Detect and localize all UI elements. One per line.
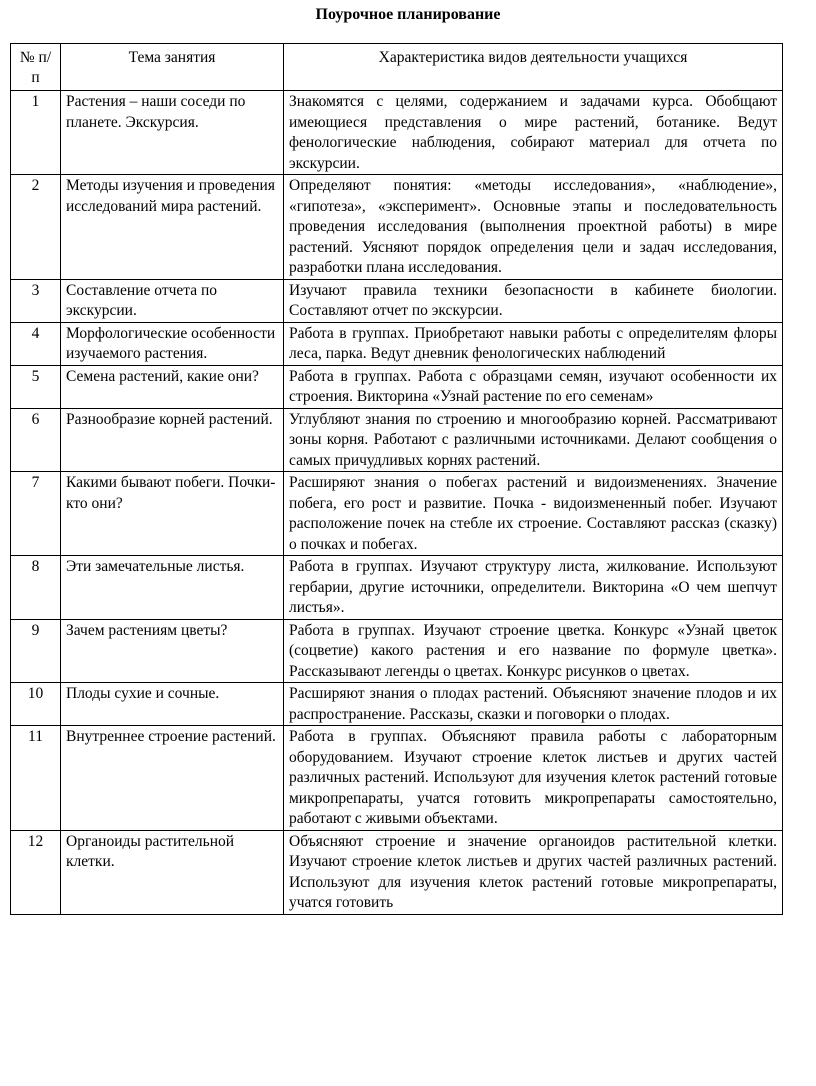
row-description: Расширяют знания о плодах растений. Объясняют значение плодов и их распространение. Рассказы, сказки и поговорки о плодах.: [284, 683, 783, 726]
row-description: Работа в группах. Приобретают навыки работы с определителям флоры леса, парка. Ведут дневник фенологических наблюдений: [284, 322, 783, 365]
table-row: [11, 472, 783, 556]
row-topic: Составление отчета по экскурсии.: [61, 279, 284, 322]
table-row: [11, 408, 783, 472]
row-number: 2: [11, 175, 61, 280]
row-number: 11: [11, 726, 61, 831]
row-description: Работа в группах. Работа с образцами семян, изучают особенности их строения. Викторина «Узнай растение по его семенам»: [284, 365, 783, 408]
row-topic: Эти замечательные листья.: [61, 556, 284, 620]
header-description: Характеристика видов деятельности учащихся: [284, 44, 783, 91]
row-description: Углубляют знания по строению и многообразию корней. Рассматривают зоны корня. Работают с различными источниками. Делают сообщения о самых причудливых корнях растений.: [284, 408, 783, 472]
row-number: 8: [11, 556, 61, 620]
row-number: 7: [11, 472, 61, 556]
lesson-plan-table: [10, 43, 783, 915]
row-topic: Какими бывают побеги. Почки-кто они?: [61, 472, 284, 556]
row-topic: Морфологические особенности изучаемого растения.: [61, 322, 284, 365]
row-description: Работа в группах. Изучают структуру листа, жилкование. Используют гербарии, другие источники, определители. Викторина «О чем шепчут листья».: [284, 556, 783, 620]
header-topic: Тема занятия: [61, 44, 284, 91]
row-description: Работа в группах. Объясняют правила работы с лабораторным оборудованием. Изучают строение клеток листьев и других частей различных растений. Используют для изучения клеток растений готовые микропрепараты, учатся готовить микропрепараты самостоятельно, работают с живыми объектами.: [284, 726, 783, 831]
row-topic: Плоды сухие и сочные.: [61, 683, 284, 726]
row-topic: Разнообразие корней растений.: [61, 408, 284, 472]
row-topic: Внутреннее строение растений.: [61, 726, 284, 831]
row-description: Изучают правила техники безопасности в кабинете биологии. Составляют отчет по экскурсии.: [284, 279, 783, 322]
table-row: [11, 365, 783, 408]
table-row: [11, 556, 783, 620]
row-topic: Растения – наши соседи по планете. Экскурсия.: [61, 91, 284, 175]
table-row: [11, 683, 783, 726]
row-topic: Методы изучения и проведения исследований мира растений.: [61, 175, 284, 280]
row-number: 3: [11, 279, 61, 322]
table-row: [11, 175, 783, 280]
header-number: № п/п: [11, 44, 61, 91]
row-topic: Органоиды растительной клетки.: [61, 830, 284, 914]
table-row: [11, 322, 783, 365]
row-number: 9: [11, 619, 61, 683]
table-row: [11, 830, 783, 914]
row-description: Определяют понятия: «методы исследования», «наблюдение», «гипотеза», «эксперимент». Основные этапы и последовательность проведения исследования (выполнения проектной работы) в мире растений. Уясняют порядок определения цели и задач исследования, разработки плана исследования.: [284, 175, 783, 280]
table-header-row: [11, 44, 783, 91]
table-row: [11, 619, 783, 683]
row-number: 4: [11, 322, 61, 365]
row-number: 12: [11, 830, 61, 914]
row-description: Знакомятся с целями, содержанием и задачами курса. Обобщают имеющиеся представления о мире растений, ботанике. Ведут фенологические наблюдения, собирают материал для отчета по экскурсии.: [284, 91, 783, 175]
table-row: [11, 279, 783, 322]
row-number: 10: [11, 683, 61, 726]
row-number: 5: [11, 365, 61, 408]
row-description: Расширяют знания о побегах растений и видоизменениях. Значение побега, его рост и развитие. Почка - видоизмененный побег. Изучают расположение почек на стебле их строение. Составляют рассказ (сказку) о почках и побегах.: [284, 472, 783, 556]
row-topic: Семена растений, какие они?: [61, 365, 284, 408]
row-description: Работа в группах. Изучают строение цветка. Конкурс «Узнай цветок (соцветие) какого растения и его название по формуле цветка». Рассказывают легенды о цветах. Конкурс рисунков о цветах.: [284, 619, 783, 683]
row-description: Объясняют строение и значение органоидов растительной клетки. Изучают строение клеток листьев и других частей различных растений. Используют для изучения клеток растений готовые микропрепараты, учатся готовить: [284, 830, 783, 914]
page-title: Поурочное планирование: [315, 6, 501, 23]
table-row: [11, 726, 783, 831]
table-row: [11, 91, 783, 175]
row-number: 1: [11, 91, 61, 175]
row-number: 6: [11, 408, 61, 472]
row-topic: Зачем растениям цветы?: [61, 619, 284, 683]
